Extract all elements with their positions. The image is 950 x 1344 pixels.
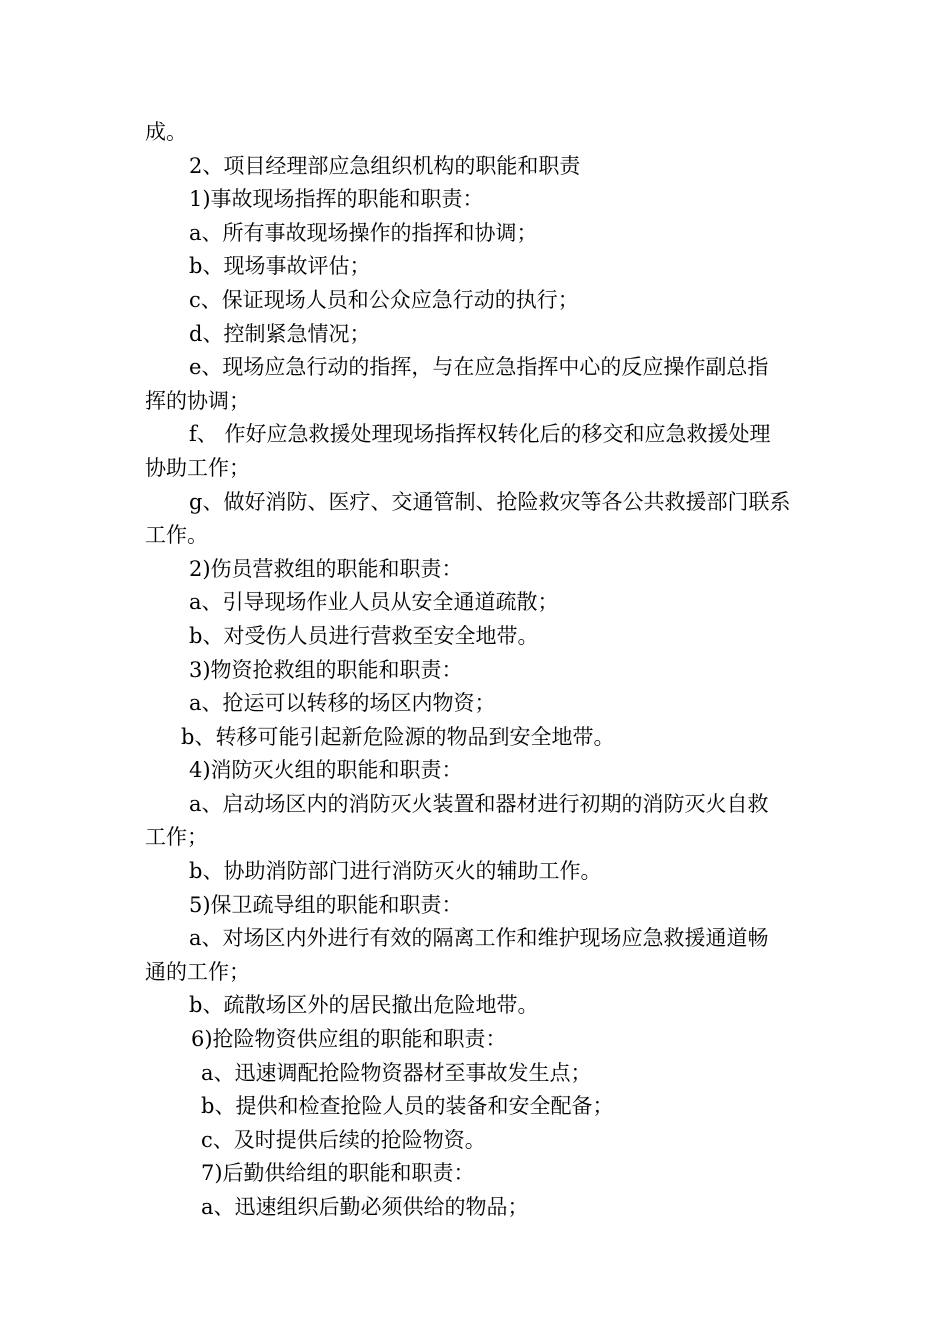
text-line: 协助工作； bbox=[145, 455, 250, 480]
list-item: a、引导现场作业人员从安全通道疏散； bbox=[189, 590, 559, 615]
subsection-heading: 3)物资抢救组的职能和职责： bbox=[189, 657, 463, 682]
list-item: g、做好消防、医疗、交通管制、抢险救灾等各公共救援部门联系 bbox=[189, 489, 791, 514]
list-item: f、 作好应急救援处理现场指挥权转化后的移交和应急救援处理 bbox=[189, 422, 771, 447]
text-line: 工作； bbox=[145, 825, 208, 850]
subsection-heading: 6)抢险物资供应组的职能和职责： bbox=[191, 1027, 507, 1052]
subsection-heading: 4)消防灭火组的职能和职责： bbox=[189, 758, 463, 783]
list-item: b、对受伤人员进行营救至安全地带。 bbox=[189, 623, 539, 648]
list-item: b、疏散场区外的居民撤出危险地带。 bbox=[189, 993, 539, 1018]
text-line: 工作。 bbox=[145, 523, 208, 548]
list-item: a、迅速调配抢险物资器材至事故发生点； bbox=[201, 1060, 592, 1085]
document-body bbox=[145, 116, 815, 1225]
text-line: 挥的协调； bbox=[145, 388, 250, 413]
list-item: a、所有事故现场操作的指挥和协调； bbox=[189, 220, 538, 245]
list-item: d、控制紧急情况； bbox=[189, 321, 371, 346]
text-line: 成。 bbox=[145, 120, 187, 144]
subsection-heading: 7)后勤供给组的职能和职责： bbox=[201, 1161, 475, 1186]
section-heading: 2、项目经理部应急组织机构的职能和职责 bbox=[189, 153, 581, 178]
list-item: a、启动场区内的消防灭火装置和器材进行初期的消防灭火自救 bbox=[189, 791, 769, 816]
list-item: b、提供和检查抢险人员的装备和安全配备； bbox=[201, 1094, 614, 1119]
list-item: b、现场事故评估； bbox=[189, 254, 371, 279]
list-item: e、现场应急行动的指挥，与在应急指挥中心的反应操作副总指 bbox=[189, 355, 769, 380]
list-item: c、保证现场人员和公众应急行动的执行； bbox=[189, 287, 579, 312]
subsection-heading: 5)保卫疏导组的职能和职责： bbox=[189, 892, 463, 917]
subsection-heading: 2)伤员营救组的职能和职责： bbox=[189, 556, 463, 581]
list-item: c、及时提供后续的抢险物资。 bbox=[201, 1127, 486, 1152]
list-item: a、迅速组织后勤必须供给的物品； bbox=[201, 1195, 529, 1219]
list-item: a、对场区内外进行有效的隔离工作和维护现场应急救援通道畅 bbox=[189, 926, 769, 951]
list-item: b、转移可能引起新危险源的物品到安全地带。 bbox=[181, 724, 615, 749]
subsection-heading: 1)事故现场指挥的职能和职责： bbox=[189, 187, 484, 212]
text-line: 通的工作； bbox=[145, 959, 250, 984]
list-item: b、协助消防部门进行消防灭火的辅助工作。 bbox=[189, 859, 602, 884]
list-item: a、抢运可以转移的场区内物资； bbox=[189, 691, 496, 716]
